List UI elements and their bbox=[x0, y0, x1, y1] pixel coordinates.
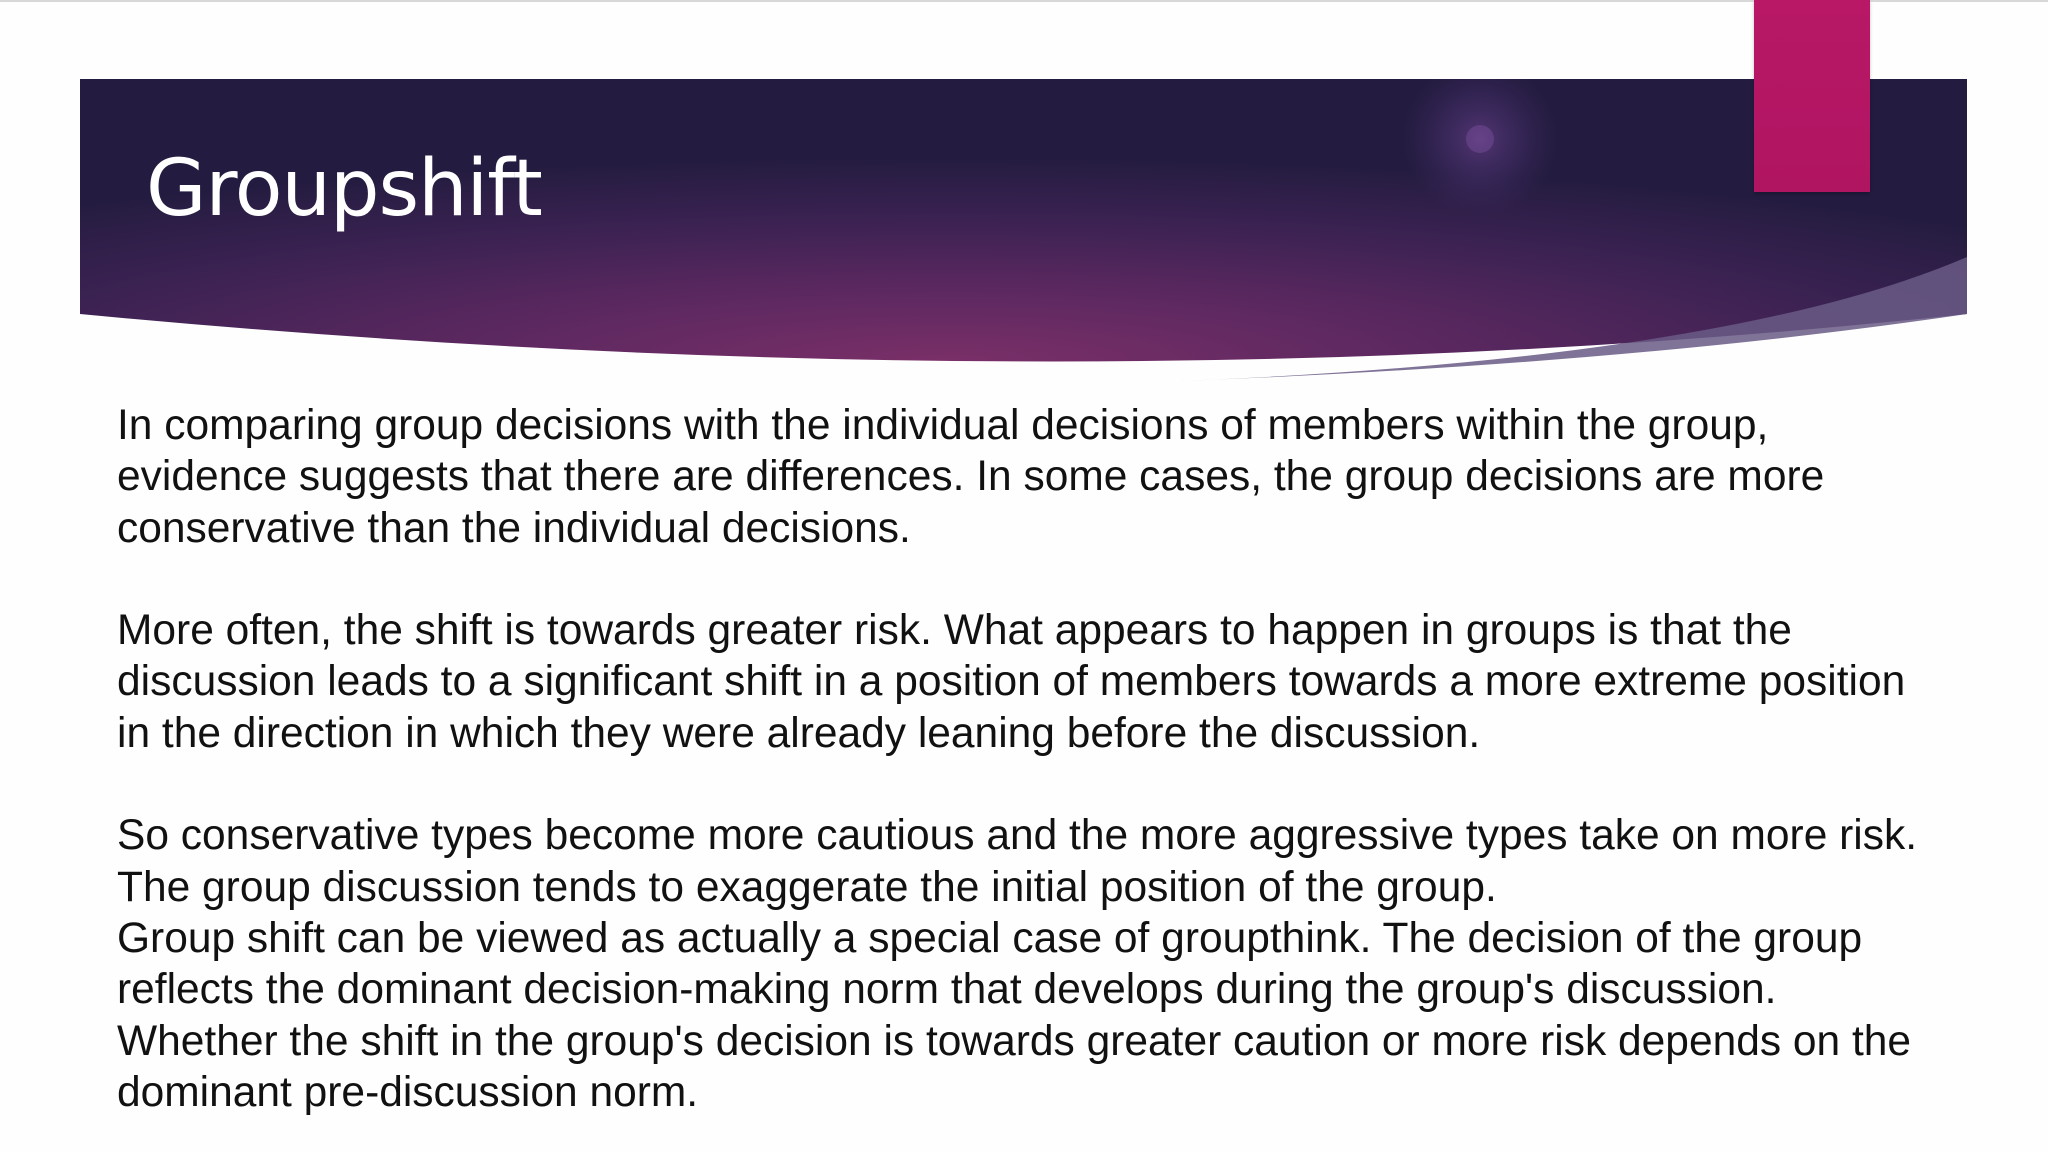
body-line: The group discussion tends to exaggerate the initial position of the group. bbox=[117, 863, 1497, 911]
body-line: conservative than the individual decisions. bbox=[117, 504, 911, 552]
paragraph-spacer bbox=[117, 759, 1997, 810]
slide-title: Groupshift bbox=[146, 144, 542, 234]
body-line: Whether the shift in the group's decision is towards greater caution or more risk depends on the bbox=[117, 1017, 1912, 1065]
body-line: discussion leads to a significant shift in a position of members towards a more extreme position bbox=[117, 658, 1906, 706]
body-line: So conservative types become more cautious and the more aggressive types take on more risk. bbox=[117, 812, 1918, 860]
body-line: evidence suggests that there are differences. In some cases, the group decisions are more bbox=[117, 453, 1825, 501]
body-line: In comparing group decisions with the individual decisions of members within the group, bbox=[117, 402, 1769, 449]
top-divider bbox=[0, 0, 2048, 2]
paragraph-spacer bbox=[117, 554, 1997, 605]
body-line: dominant pre-discussion norm. bbox=[117, 1068, 699, 1116]
slide-body bbox=[117, 400, 1997, 1118]
accent-tab bbox=[1754, 0, 1870, 192]
body-line: reflects the dominant decision-making norm that develops during the group's discussion. bbox=[117, 966, 1777, 1014]
body-line: in the direction in which they were already leaning before the discussion. bbox=[117, 709, 1481, 757]
body-line: More often, the shift is towards greater risk. What appears to happen in groups is that the bbox=[117, 607, 1792, 655]
body-line: Group shift can be viewed as actually a special case of groupthink. The decision of the group bbox=[117, 914, 1863, 962]
